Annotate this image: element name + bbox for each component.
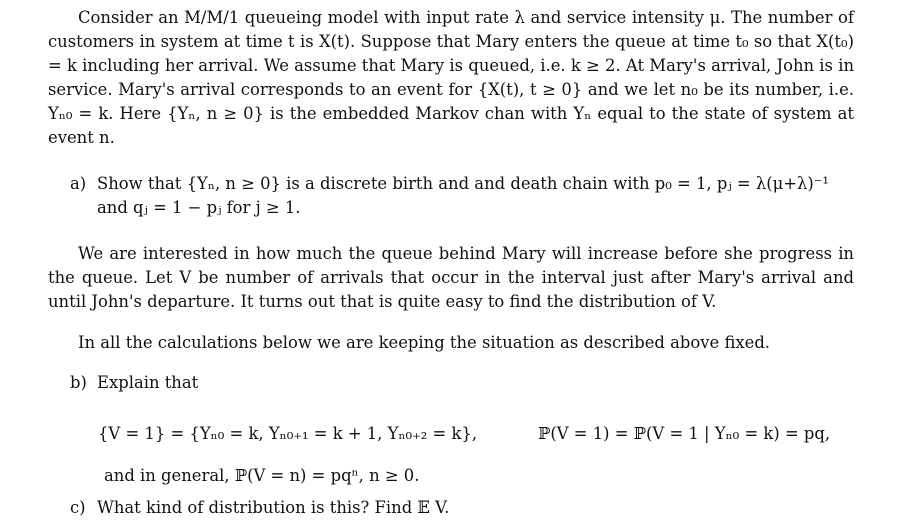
intro-text: Consider an M/M/1 queueing model with input rate λ and service intensity μ. The number of customers in system at time t is X(t). Suppose that Mary enters the queue at time t₀ so that X(t₀) = k including her arrival. We assume that Mary is queued, i.e. k ≥ 2. At Mary's arrival, John is in service. Mary's arrival corresponds to an event for {X(t), t ≥ 0} and we let n₀ be its number, i.e. Yₙ₀ = k. Here {Yₙ, n ≥ 0} is the embedded Markov chan with Yₙ equal to the state of system at event n. xyxy=(48,8,854,147)
part-c xyxy=(70,496,860,520)
part-a-line2: and qⱼ = 1 − pⱼ for j ≥ 1. xyxy=(97,198,301,217)
paragraph-2 xyxy=(48,242,854,314)
intro-paragraph xyxy=(48,6,854,150)
paragraph-2-text: We are interested in how much the queue behind Mary will increase before she progress in the queue. Let V be number of arrivals that occur in the interval just after Mary's arrival and until John's departure. It turns out that is quite easy to find the distribution of V. xyxy=(48,244,854,311)
equation-event-v1: {V = 1} = {Yₙ₀ = k, Yₙ₀₊₁ = k + 1, Yₙ₀₊₂ = k}, xyxy=(98,424,478,443)
part-a-line1: Show that {Yₙ, n ≥ 0} is a discrete birth and and death chain with p₀ = 1, pⱼ = λ(μ+λ)⁻¹ xyxy=(97,174,830,193)
part-b xyxy=(70,371,860,395)
part-a-label: a) xyxy=(70,174,87,193)
part-b-label: b) xyxy=(70,373,87,392)
paragraph-3 xyxy=(48,331,854,355)
paragraph-3-text: In all the calculations below we are keeping the situation as described above fixed. xyxy=(78,333,771,352)
part-c-label: c) xyxy=(70,498,86,517)
equation-row xyxy=(98,422,868,446)
part-c-text: What kind of distribution is this? Find 𝔼 V. xyxy=(97,498,450,517)
general-formula: and in general, ℙ(V = n) = pqⁿ, n ≥ 0. xyxy=(104,466,420,485)
part-b-text: Explain that xyxy=(97,373,199,392)
equation-prob-v1: ℙ(V = 1) = ℙ(V = 1 | Yₙ₀ = k) = pq, xyxy=(538,424,831,443)
part-a xyxy=(70,172,860,220)
